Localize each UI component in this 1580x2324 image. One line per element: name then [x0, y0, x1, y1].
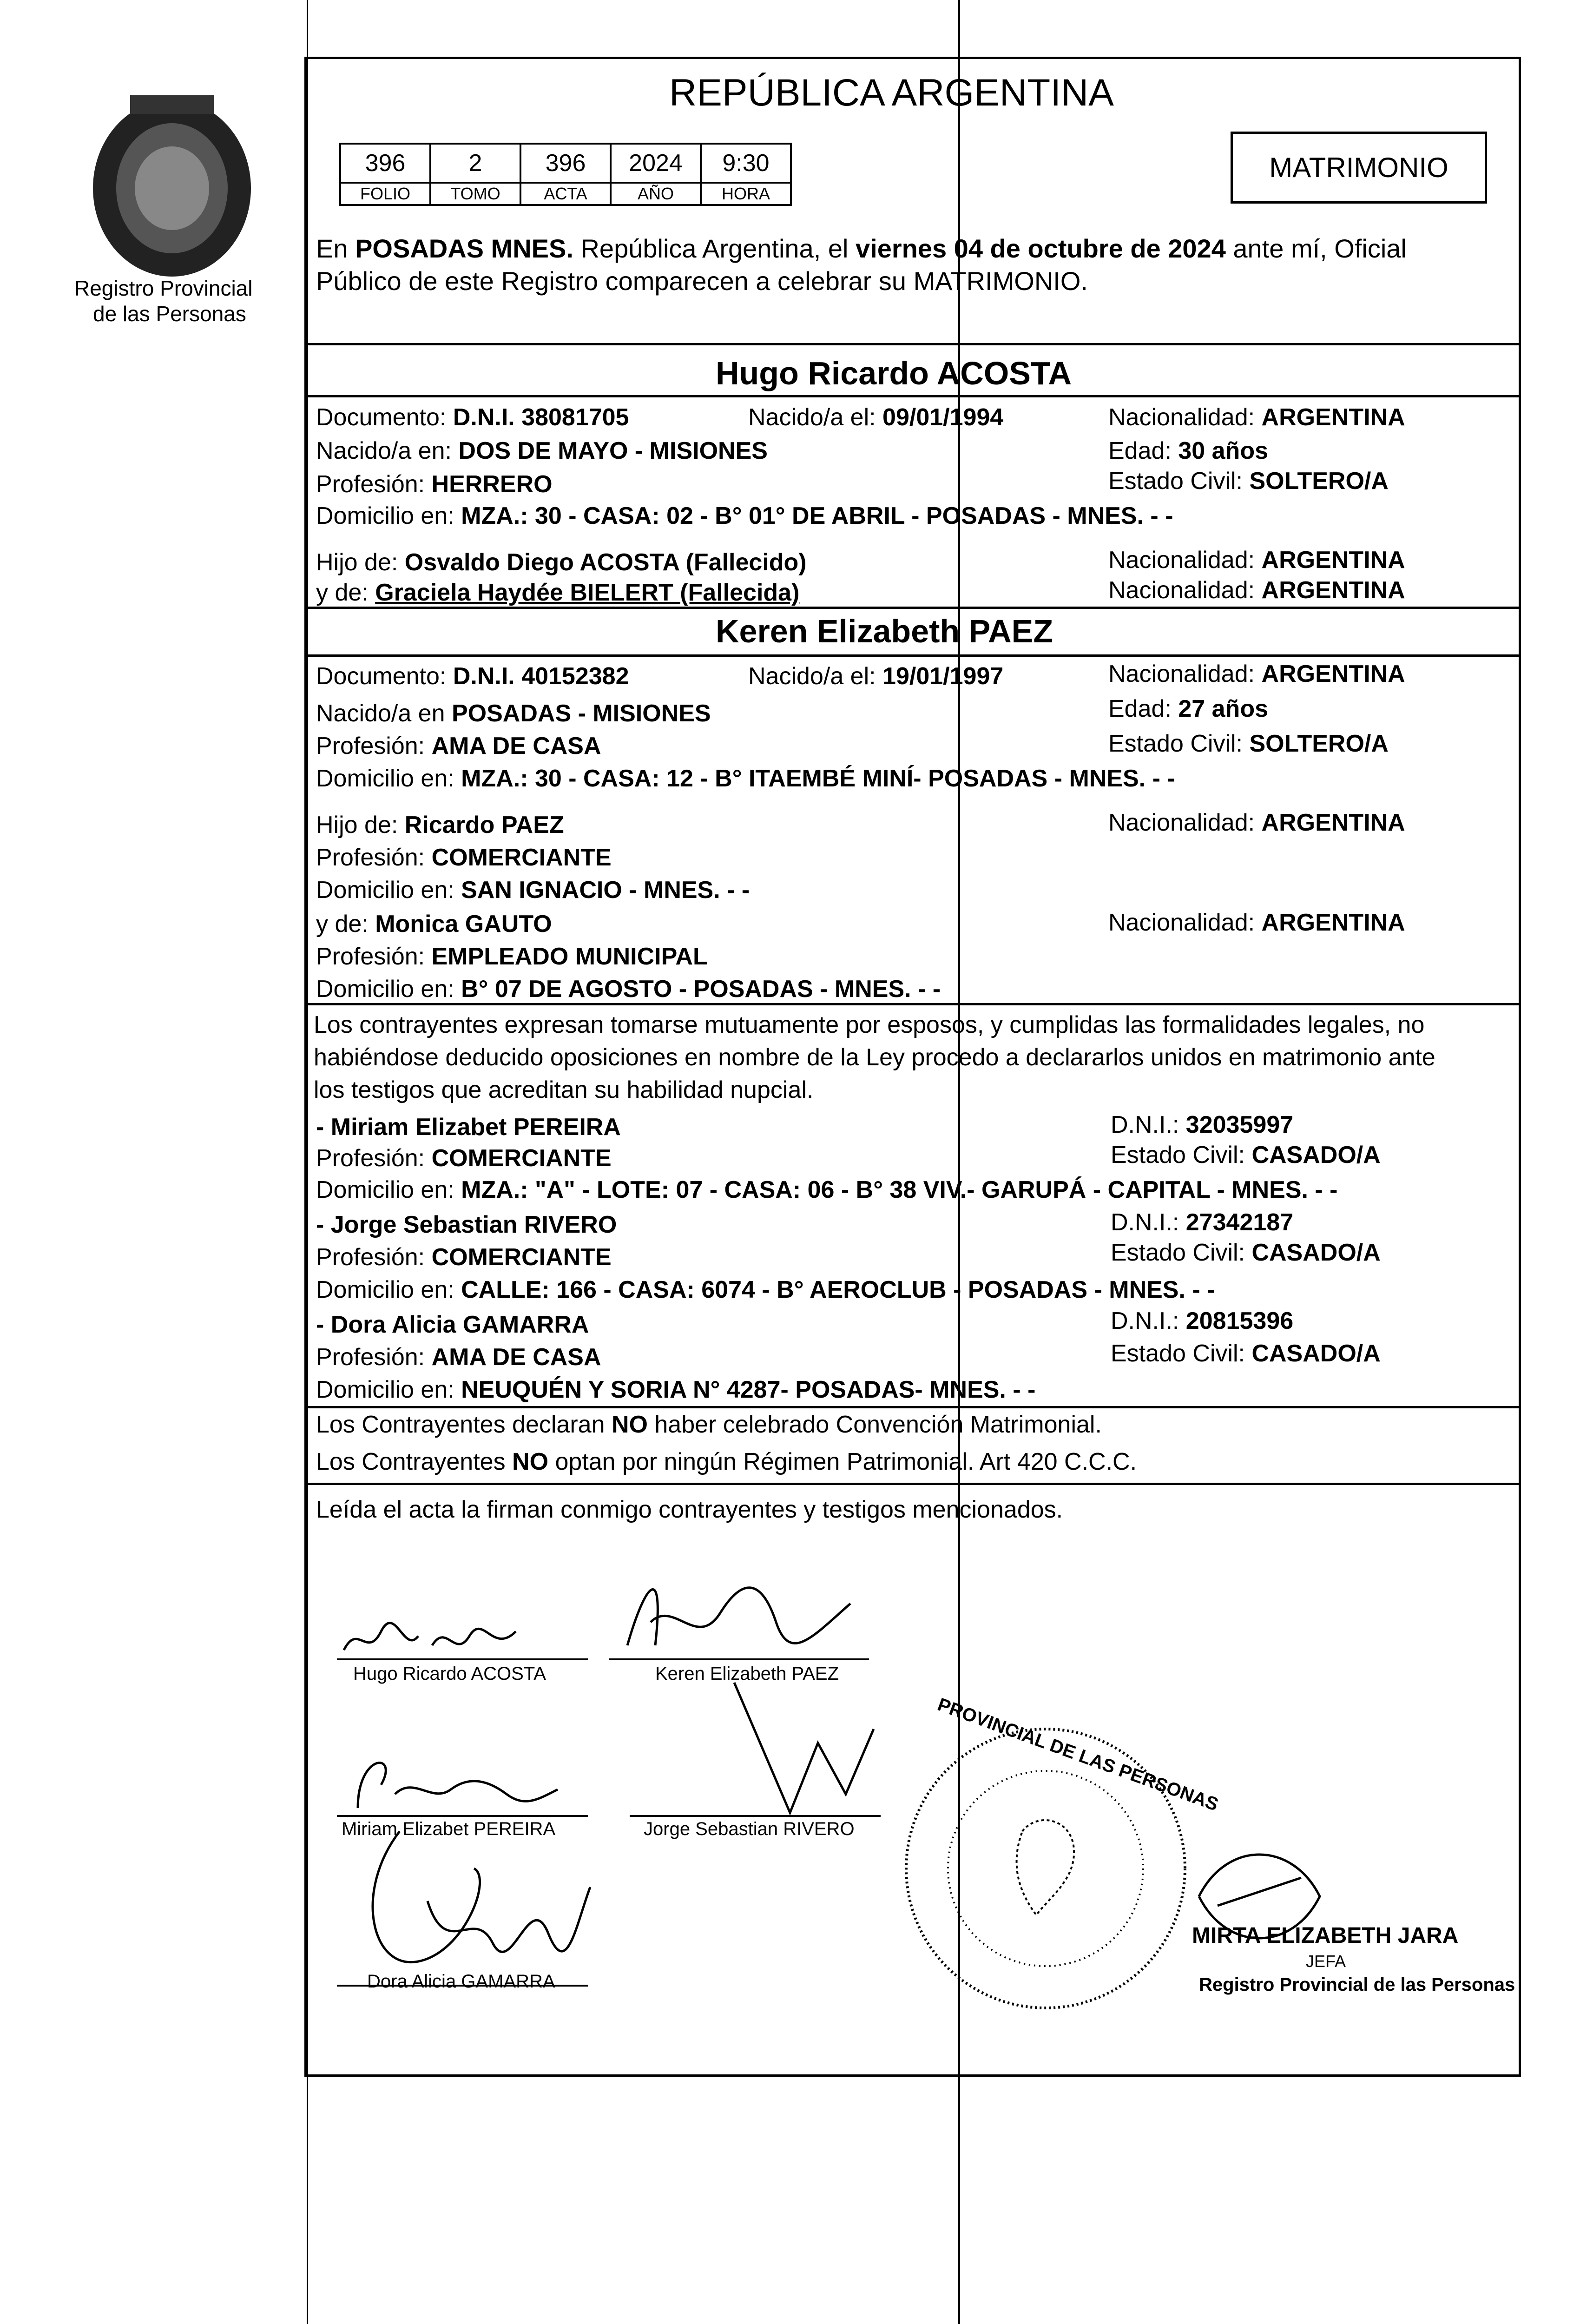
left-fold-line [307, 0, 308, 2324]
round-seal-icon [897, 1720, 1194, 2017]
logo-caption-line1: Registro Provincial [74, 276, 253, 300]
spouse2-born: Nacido/a el: 19/01/1997 [748, 663, 1004, 690]
spouse2-name: Keren Elizabeth PAEZ [716, 613, 1053, 649]
hour-value: 9:30 [701, 144, 791, 183]
signature-line-pereira [337, 1815, 588, 1817]
spouse1-nationality: Nacionalidad: ARGENTINA [1108, 404, 1405, 431]
witness2-address: Domicilio en: CALLE: 166 - CASA: 6074 - B° AEROCLUB - POSADAS - MNES. - - [316, 1276, 1215, 1303]
folio-label: FOLIO [340, 183, 430, 205]
signature-line-paez [609, 1658, 869, 1660]
spouse2-mother: y de: Monica GAUTO [316, 911, 552, 938]
spouse2-address: Domicilio en: MZA.: 30 - CASA: 12 - B° ITAEMBÉ MINÍ- POSADAS - MNES. - - [316, 765, 1175, 792]
spouse1-mother-nationality: Nacionalidad: ARGENTINA [1108, 577, 1405, 604]
provincial-seal-icon [79, 86, 265, 281]
acta-label: ACTA [520, 183, 611, 205]
spouse2-father: Hijo de: Ricardo PAEZ [316, 812, 564, 838]
spouse2-document: Documento: D.N.I. 40152382 [316, 663, 629, 690]
spouse2-birthplace: Nacido/a en POSADAS - MISIONES [316, 700, 711, 727]
spouse1-name: Hugo Ricardo ACOSTA [716, 355, 1072, 391]
divider-declaration [304, 1003, 1521, 1005]
witness3-civil-status: Estado Civil: CASADO/A [1111, 1340, 1381, 1367]
spouse2-father-address: Domicilio en: SAN IGNACIO - MNES. - - [316, 877, 750, 904]
signature-pereira-icon [344, 1743, 562, 1817]
declaration-line2: habiéndose deducido oposiciones en nombre de la Ley procedo a declararlos unidos en matrimonio ante [314, 1044, 1435, 1071]
spouse1-birthplace: Nacido/a en: DOS DE MAYO - MISIONES [316, 437, 768, 464]
spouse1-father: Hijo de: Osvaldo Diego ACOSTA (Fallecido) [316, 549, 807, 576]
witness1-civil-status: Estado Civil: CASADO/A [1111, 1142, 1381, 1169]
intro-line1: En POSADAS MNES. República Argentina, el viernes 04 de octubre de 2024 ante mí, Oficial [316, 234, 1407, 263]
spouse1-age: Edad: 30 años [1108, 437, 1268, 464]
signature-paez-icon [609, 1552, 869, 1673]
spouse1-address: Domicilio en: MZA.: 30 - CASA: 02 - B° 01° DE ABRIL - POSADAS - MNES. - - [316, 502, 1173, 529]
spouse1-mother: y de: Graciela Haydée BIELERT (Fallecida) [316, 579, 800, 606]
signature-caption-paez: Keren Elizabeth PAEZ [655, 1664, 839, 1684]
witness1-dni: D.N.I.: 32035997 [1111, 1111, 1294, 1138]
spouse2-father-profession: Profesión: COMERCIANTE [316, 844, 612, 871]
logo-caption-line2: de las Personas [93, 302, 246, 326]
regime-line1: Los Contrayentes declaran NO haber celebrado Convención Matrimonial. [316, 1411, 1102, 1438]
spouse1-civil-status: Estado Civil: SOLTERO/A [1108, 468, 1389, 495]
tomo-label: TOMO [430, 183, 520, 205]
hour-label: HORA [701, 183, 791, 205]
witness2-civil-status: Estado Civil: CASADO/A [1111, 1239, 1381, 1266]
witness1-address: Domicilio en: MZA.: "A" - LOTE: 07 - CASA: 06 - B° 38 VIV.- GARUPÁ - CAPITAL - MNES. - - [316, 1176, 1338, 1203]
closing-text: Leída el acta la firman conmigo contrayentes y testigos mencionados. [316, 1496, 1063, 1523]
spouse1-father-nationality: Nacionalidad: ARGENTINA [1108, 547, 1405, 574]
divider-spouse1-name [304, 395, 1521, 397]
divider-spouse2 [304, 607, 1521, 609]
divider-spouse1 [304, 343, 1521, 345]
spouse2-age: Edad: 27 años [1108, 695, 1268, 722]
spouse2-profession: Profesión: AMA DE CASA [316, 733, 601, 759]
witness3-address: Domicilio en: NEUQUÉN Y SORIA N° 4287- POSADAS- MNES. - - [316, 1376, 1036, 1403]
official-round-seal [897, 1720, 1194, 2017]
folio-value: 396 [340, 144, 430, 183]
witness1-name: - Miriam Elizabet PEREIRA [316, 1114, 621, 1141]
divider-closing [304, 1483, 1521, 1485]
act-type-box: MATRIMONIO [1231, 132, 1487, 204]
witness3-name: - Dora Alicia GAMARRA [316, 1311, 589, 1338]
acta-value: 396 [520, 144, 611, 183]
spouse1-profession: Profesión: HERRERO [316, 471, 553, 498]
witness2-name: - Jorge Sebastian RIVERO [316, 1211, 617, 1238]
signature-caption-gamarra: Dora Alicia GAMARRA [367, 1971, 555, 1992]
spouse1-born: Nacido/a el: 09/01/1994 [748, 404, 1004, 431]
spouse2-mother-profession: Profesión: EMPLEADO MUNICIPAL [316, 943, 708, 970]
tomo-value: 2 [430, 144, 520, 183]
signature-caption-pereira: Miriam Elizabet PEREIRA [342, 1819, 556, 1839]
witness1-profession: Profesión: COMERCIANTE [316, 1145, 612, 1172]
spouse2-civil-status: Estado Civil: SOLTERO/A [1108, 730, 1389, 757]
declaration-line3: los testigos que acreditan su habilidad nupcial. [314, 1076, 814, 1103]
seal-round-text: PROVINCIAL DE LAS PERSONAS [935, 1694, 1221, 1816]
regime-line2: Los Contrayentes NO optan por ningún Régimen Patrimonial. Art 420 C.C.C. [316, 1448, 1137, 1475]
divider-regime [304, 1406, 1521, 1408]
witness3-profession: Profesión: AMA DE CASA [316, 1344, 601, 1371]
spouse2-mother-address: Domicilio en: B° 07 DE AGOSTO - POSADAS - MNES. - - [316, 976, 941, 1003]
spouse2-father-nationality: Nacionalidad: ARGENTINA [1108, 809, 1405, 836]
official-title: JEFA [1306, 1952, 1346, 1971]
registration-table [339, 143, 792, 206]
year-value: 2024 [611, 144, 701, 183]
official-name: MIRTA ELIZABETH JARA [1192, 1923, 1459, 1948]
signature-caption-acosta: Hugo Ricardo ACOSTA [353, 1664, 546, 1684]
spouse1-document: Documento: D.N.I. 38081705 [316, 404, 629, 431]
divider-spouse2-name [304, 654, 1521, 657]
year-label: AÑO [611, 183, 701, 205]
witness3-dni: D.N.I.: 20815396 [1111, 1307, 1294, 1334]
spouse2-nationality: Nacionalidad: ARGENTINA [1108, 660, 1405, 687]
witness2-profession: Profesión: COMERCIANTE [316, 1244, 612, 1271]
declaration-line1: Los contrayentes expresan tomarse mutuamente por esposos, y cumplidas las formalidades legales, no [314, 1011, 1425, 1038]
spouse2-mother-nationality: Nacionalidad: ARGENTINA [1108, 909, 1405, 936]
witness2-dni: D.N.I.: 27342187 [1111, 1209, 1294, 1236]
country-title: REPÚBLICA ARGENTINA [669, 72, 1114, 114]
signature-line-rivero [630, 1815, 881, 1817]
signature-caption-rivero: Jorge Sebastian RIVERO [644, 1819, 855, 1839]
signature-line-acosta [337, 1658, 588, 1660]
intro-line2: Público de este Registro comparecen a celebrar su MATRIMONIO. [316, 266, 1088, 296]
official-office: Registro Provincial de las Personas [1199, 1974, 1515, 1995]
signature-gamarra-icon [353, 1822, 595, 1989]
signature-rivero-icon [725, 1673, 883, 1822]
